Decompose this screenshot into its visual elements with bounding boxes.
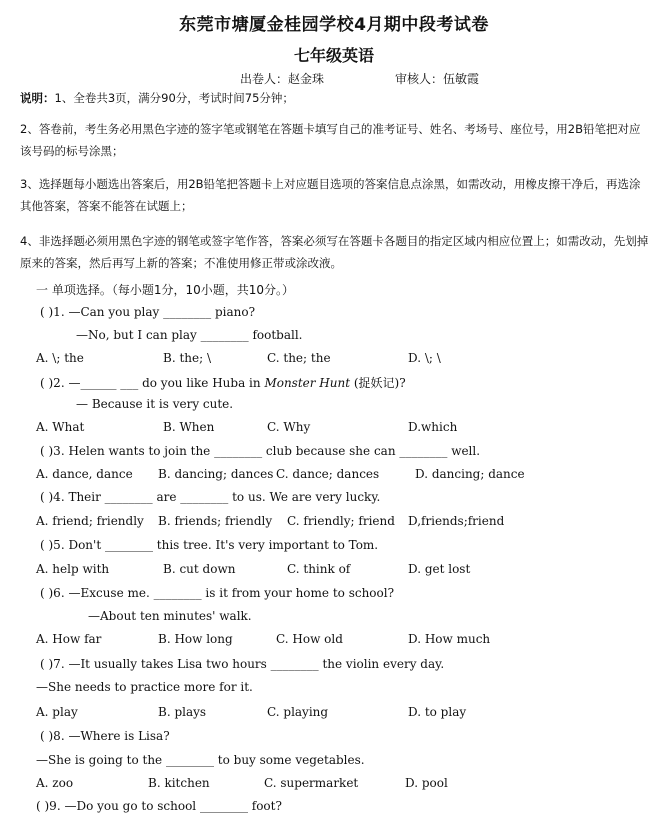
q7-option-a: A. play (36, 705, 78, 719)
question-7-stem-2: —She needs to practice more for it. (36, 680, 253, 694)
q7-option-c: C. playing (267, 705, 329, 719)
q1-option-c: C. the; the (267, 351, 331, 365)
reviewer-block (395, 70, 479, 87)
q6-option-c: C. How old (276, 632, 343, 646)
q3-option-c: C. dance; dances (276, 467, 380, 481)
q3-option-a: A. dance, dance (36, 467, 133, 481)
q1-option-d: D. \; \ (408, 351, 441, 365)
question-6-stem: ( )6. —Excuse me. ________ is it from your home to school? (40, 586, 395, 600)
question-1-stem-2: —No, but I can play ________ football. (76, 328, 303, 342)
q3-option-b: B. dancing; dances (158, 467, 274, 481)
q5-option-d: D. get lost (408, 562, 471, 576)
instruction-2: 2、答卷前，考生务必用黑色字迹的签字笔或钢笔在答题卡填写自己的准考证号、姓名、考场号、座位号，用2B铅笔把对应该号码的标号涂黑； (20, 122, 641, 158)
instruction-3: 3、选择题每小题选出答案后，用2B铅笔把答题卡上对应题目选项的答案信息点涂黑，如需改动，用橡皮擦干净后，再选涂其他答案，答案不能答在试题上； (20, 177, 641, 213)
question-5-stem: ( )5. Don't ________ this tree. It's very important to Tom. (40, 538, 379, 552)
question-2-stem: ( )2. —______ ___ do you like Huba in Monster Hunt (捉妖记)? (40, 376, 406, 390)
q6-option-b: B. How long (158, 632, 233, 646)
q6-option-d: D. How much (408, 632, 491, 646)
q5-option-c: C. think of (287, 562, 351, 576)
q4-option-a: A. friend; friendly (36, 514, 144, 528)
instruction-1: 说明：1、全卷共3页，满分90分，考试时间75分钟； (20, 91, 294, 105)
q2-option-a: A. What (36, 420, 85, 434)
q1-option-a: A. \; the (36, 351, 84, 365)
instruction-4: 4、非选择题必须用黑色字迹的钢笔或签字笔作答，答案必须写在答题卡各题目的指定区域内相应位置上；如需改动，先划掉原来的答案，然后再写上新的答案；不准使用修正带或涂改液。 (20, 234, 649, 270)
q1-option-b: B. the; \ (163, 351, 211, 365)
author-label: 出卷人：赵金珠 (240, 72, 325, 86)
question-2-stem-2: — Because it is very cute. (76, 397, 234, 411)
instruction-label: 说明： (20, 91, 55, 105)
q2-option-b: B. When (163, 420, 215, 434)
q5-option-a: A. help with (36, 562, 110, 576)
question-9-stem: ( )9. —Do you go to school ________ foot? (36, 799, 282, 813)
q8-option-c: C. supermarket (264, 776, 359, 790)
question-4-stem: ( )4. Their ________ are ________ to us. We are very lucky. (40, 490, 381, 504)
q3-option-d: D. dancing; dance (415, 467, 525, 481)
q8-option-d: D. pool (405, 776, 448, 790)
question-3-stem: ( )3. Helen wants to join the ________ club because she can ________ well. (40, 444, 481, 458)
q4-option-c: C. friendly; friend (287, 514, 395, 528)
exam-subtitle: 七年级英语 (293, 46, 374, 65)
question-8-stem-2: —She is going to the ________ to buy some vegetables. (36, 753, 365, 767)
q6-option-a: A. How far (36, 632, 102, 646)
q8-option-a: A. zoo (36, 776, 74, 790)
reviewer-label: 审核人：伍敏 (395, 72, 468, 86)
reviewer-stamp: 霞 (467, 72, 480, 86)
q5-option-b: B. cut down (163, 562, 236, 576)
q2-option-d: D.which (408, 420, 458, 434)
q7-option-b: B. plays (158, 705, 207, 719)
q4-option-b: B. friends; friendly (158, 514, 273, 528)
section-heading: 一 单项选择。（每小题1分，10小题，共10分。） (36, 283, 294, 297)
q7-option-d: D. to play (408, 705, 467, 719)
question-1-stem: ( )1. —Can you play ________ piano? (40, 305, 256, 319)
exam-title: 东莞市塘厦金桂园学校4月期中段考试卷 (179, 15, 489, 35)
q8-option-b: B. kitchen (148, 776, 210, 790)
question-7-stem: ( )7. —It usually takes Lisa two hours ________ the violin every day. (40, 657, 445, 671)
q4-option-d: D,friends;friend (408, 514, 505, 528)
movie-title: Monster Hunt (264, 376, 351, 390)
question-6-stem-2: —About ten minutes' walk. (88, 609, 252, 623)
q2-option-c: C. Why (267, 420, 311, 434)
question-8-stem: ( )8. —Where is Lisa? (40, 729, 170, 743)
